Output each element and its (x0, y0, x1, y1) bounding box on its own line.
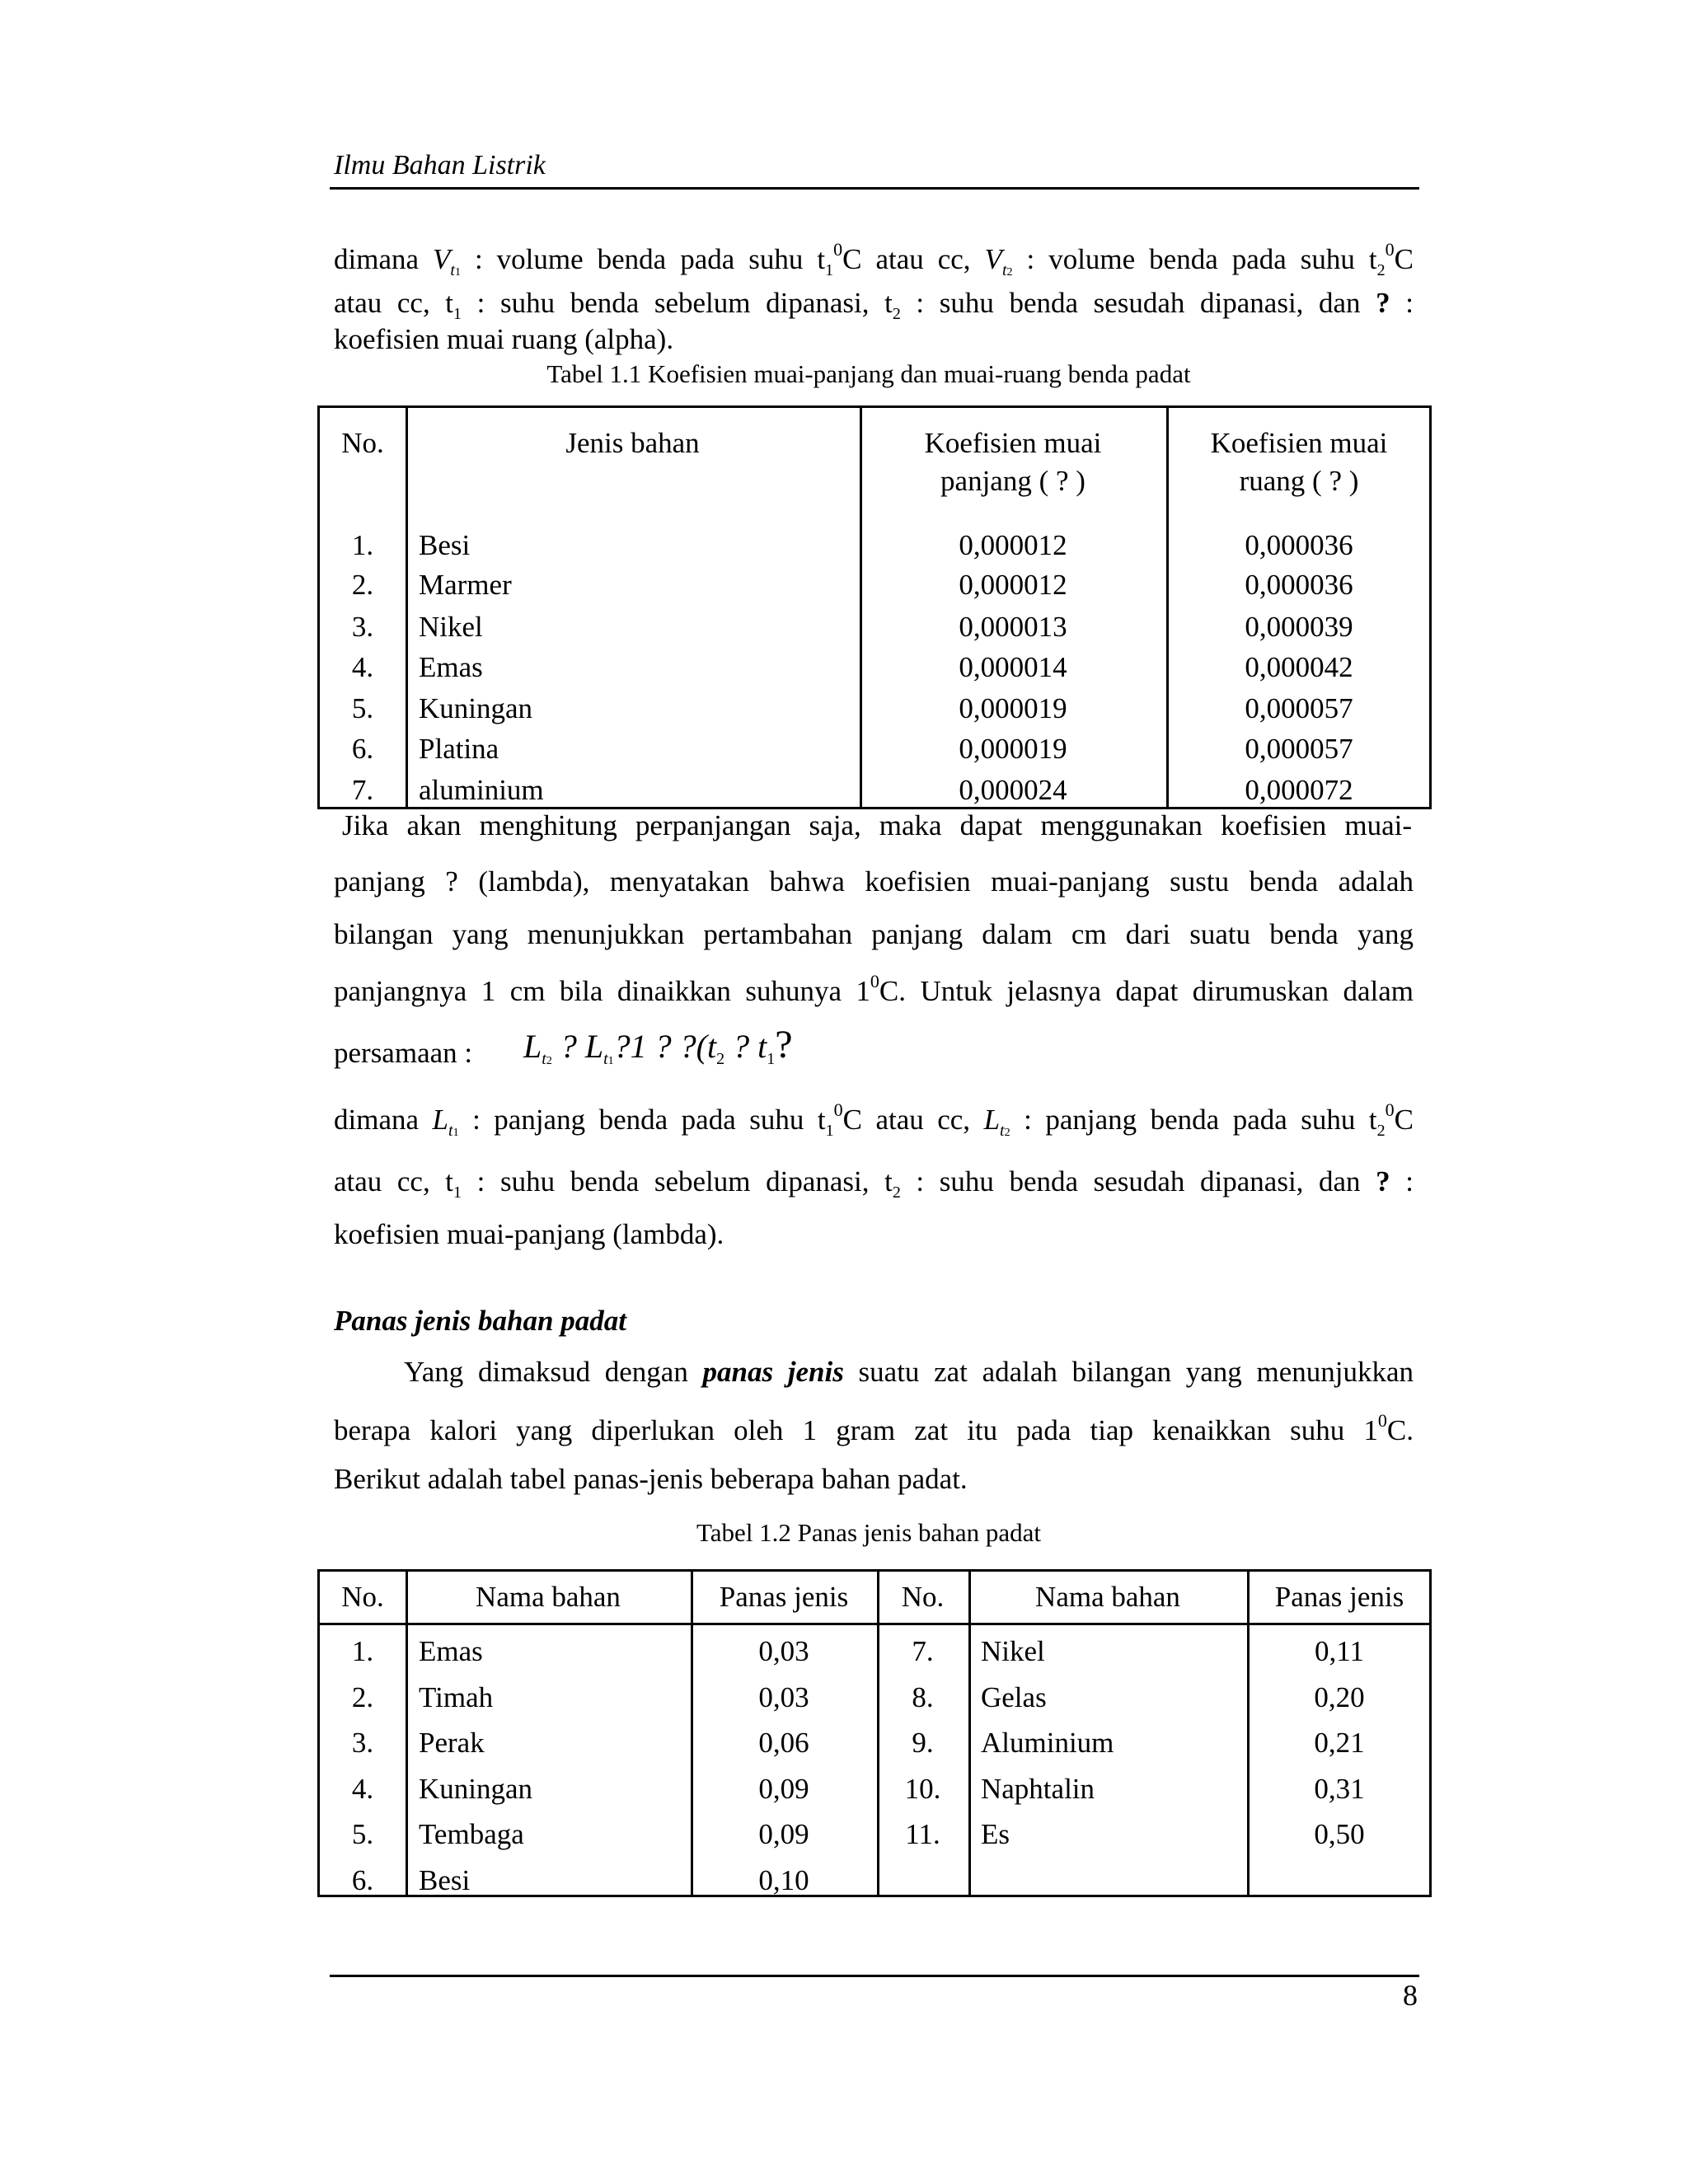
table1-cell-volume: 0,000057 (1245, 692, 1353, 724)
table2-cell-no: 4. (351, 1772, 374, 1805)
table2-cell-material: Naphtalin (981, 1772, 1095, 1805)
body1-line-4: panjangnya 1 cm bila dinaikkan suhunya $1^0C$. Untuk jelasnya dapat dirumuskan dalam (334, 971, 1414, 1007)
table2-cell-material: Besi (419, 1863, 471, 1896)
table1-cell-linear: 0,000013 (959, 611, 1067, 643)
intro-line-2: atau cc, $t_1$ : suhu benda sebelum dipanasi, $t_2$ : suhu benda sesudah dipanasi, dan ? : (334, 287, 1414, 323)
table1-cell-no: 1. (351, 529, 374, 561)
table1-cell-no: 6. (351, 733, 374, 765)
table2-cell-no: 8. (912, 1680, 934, 1713)
table1-header-volume: Koefisien muai ruang ( ? ) (1210, 427, 1388, 497)
table1-cell-material: Besi (419, 529, 471, 561)
table2-cell-heat: 0,31 (1314, 1772, 1365, 1805)
table1-cell-linear: 0,000024 (959, 774, 1067, 806)
section-heading: Panas jenis bahan padat (334, 1305, 626, 1337)
running-head: Ilmu Bahan Listrik (334, 150, 546, 180)
table1-header-linear: Koefisien muai panjang ( ? ) (924, 427, 1102, 497)
table2-cell-heat: 0,50 (1314, 1818, 1365, 1850)
table2-header-heat: Panas jenis (1274, 1581, 1404, 1613)
table2-cell-no: 11. (905, 1818, 940, 1850)
table2-header-no: No. (901, 1581, 945, 1613)
table1-cell-linear: 0,000019 (959, 733, 1067, 765)
table2-cell-heat: 0,03 (758, 1680, 809, 1713)
section-line-3: Berikut adalah tabel panas-jenis beberapa bahan padat. (334, 1463, 968, 1495)
table2-cell-no: 10. (904, 1772, 941, 1805)
table2-cell-no: 2. (351, 1680, 374, 1713)
section-line-1: Yang dimaksud dengan panas jenis suatu zat adalah bilangan yang menunjukkan (404, 1356, 1414, 1388)
table1-cell-volume: 0,000039 (1245, 611, 1353, 643)
section-line-2: berapa kalori yang diperlukan oleh 1 gram zat itu pada tiap kenaikkan suhu $1^0C$. (334, 1410, 1414, 1446)
body1-line-2: panjang ? (lambda), menyatakan bahwa koefisien muai-panjang sustu benda adalah (334, 865, 1414, 898)
table1-header-material: Jenis bahan (565, 427, 700, 459)
body2-line-1: dimana $L_{t1}$ : panjang benda pada suhu $t_1^0C$ atau cc, $L_{t2}$ : panjang benda pada suhu $t_2^0C$ (334, 1099, 1414, 1140)
table2-cell-no: 7. (912, 1635, 934, 1667)
table2-cell-no: 6. (351, 1863, 374, 1896)
table2-cell-material: Es (981, 1818, 1010, 1850)
table2-header-material: Nama bahan (476, 1581, 621, 1613)
body2-line-2: atau cc, $t_1$ : suhu benda sebelum dipanasi, $t_2$ : suhu benda sesudah dipanasi, dan ? : (334, 1165, 1414, 1202)
footer-rule (330, 1975, 1419, 1977)
table2-cell-no: 1. (351, 1635, 374, 1667)
table2-cell-heat: 0,09 (758, 1818, 809, 1850)
table1-cell-linear: 0,000014 (959, 651, 1067, 683)
table2-cell-heat: 0,03 (758, 1635, 809, 1667)
table1-cell-linear: 0,000012 (959, 529, 1067, 561)
table2 (317, 1569, 1432, 1897)
table1-cell-volume: 0,000072 (1245, 774, 1353, 806)
table2-cell-heat: 0,21 (1314, 1727, 1365, 1759)
table2-cell-heat: 0,06 (758, 1727, 809, 1759)
table1-cell-no: 4. (351, 651, 374, 683)
table2-cell-material: Nikel (981, 1635, 1045, 1667)
table1-cell-no: 7. (351, 774, 374, 806)
page-number: 8 (1403, 1979, 1418, 2012)
table1 (317, 405, 1432, 809)
table1-cell-material: Emas (419, 651, 483, 683)
table2-cell-material: Gelas (981, 1680, 1047, 1713)
table2-cell-no: 3. (351, 1727, 374, 1759)
table2-cell-material: Perak (419, 1727, 485, 1759)
table2-header-material: Nama bahan (1035, 1581, 1180, 1613)
table2-col-divider (968, 1572, 971, 1895)
body2-line-3: koefisien muai-panjang (lambda). (334, 1218, 724, 1250)
table2-cell-heat: 0,09 (758, 1772, 809, 1805)
table1-col-divider (406, 408, 408, 807)
table1-cell-volume: 0,000036 (1245, 569, 1353, 601)
body1-line-3: bilangan yang menunjukkan pertambahan panjang dalam cm dari suatu benda yang (334, 918, 1414, 950)
table1-cell-material: Marmer (419, 569, 512, 601)
formula-expression: $L_{t2}$ ? $L_{t1}?1$ ? $?(t_2$ ? $t_1$? (523, 1023, 793, 1068)
table1-header-no: No. (341, 427, 384, 459)
table1-cell-material: Kuningan (419, 692, 533, 724)
table2-header-no: No. (341, 1581, 384, 1613)
table1-cell-linear: 0,000019 (959, 692, 1067, 724)
table1-cell-material: aluminium (419, 774, 544, 806)
table1-cell-linear: 0,000012 (959, 569, 1067, 601)
table2-cell-heat: 0,20 (1314, 1680, 1365, 1713)
table2-cell-heat: 0,10 (758, 1863, 809, 1896)
body1-line-1: Jika akan menghitung perpanjangan saja, maka dapat menggunakan koefisien muai- (342, 809, 1412, 841)
table2-header-heat: Panas jenis (719, 1581, 849, 1613)
table1-cell-volume: 0,000042 (1245, 651, 1353, 683)
table2-cell-material: Emas (419, 1635, 483, 1667)
table1-cell-no: 3. (351, 611, 374, 643)
table2-cell-material: Timah (419, 1680, 494, 1713)
table2-cell-material: Tembaga (419, 1818, 524, 1850)
header-rule (330, 187, 1419, 190)
table1-cell-material: Platina (419, 733, 499, 765)
table1-cell-material: Nikel (419, 611, 483, 643)
formula-label: persamaan : (334, 1037, 473, 1069)
intro-line-1: dimana $V_{t1}$ : volume benda pada suhu $t_1^0C$ atau cc, $V_{t2}$ : volume benda pada suhu $t_2^0C$ (334, 239, 1414, 279)
intro-line-3: koefisien muai ruang (alpha). (334, 323, 674, 355)
table2-cell-no: 9. (912, 1727, 934, 1759)
table1-cell-no: 2. (351, 569, 374, 601)
table1-cell-volume: 0,000036 (1245, 529, 1353, 561)
table2-header-rule (320, 1623, 1429, 1625)
table1-cell-volume: 0,000057 (1245, 733, 1353, 765)
table2-cell-no: 5. (351, 1818, 374, 1850)
table1-caption: Tabel 1.1 Koefisien muai-panjang dan muai-ruang benda padat (546, 359, 1191, 388)
table2-cell-heat: 0,11 (1315, 1635, 1364, 1667)
table2-col-divider (406, 1572, 408, 1895)
table2-caption: Tabel 1.2 Panas jenis bahan padat (696, 1518, 1041, 1547)
table2-cell-material: Aluminium (981, 1727, 1114, 1759)
table2-cell-material: Kuningan (419, 1772, 533, 1805)
table1-cell-no: 5. (351, 692, 374, 724)
